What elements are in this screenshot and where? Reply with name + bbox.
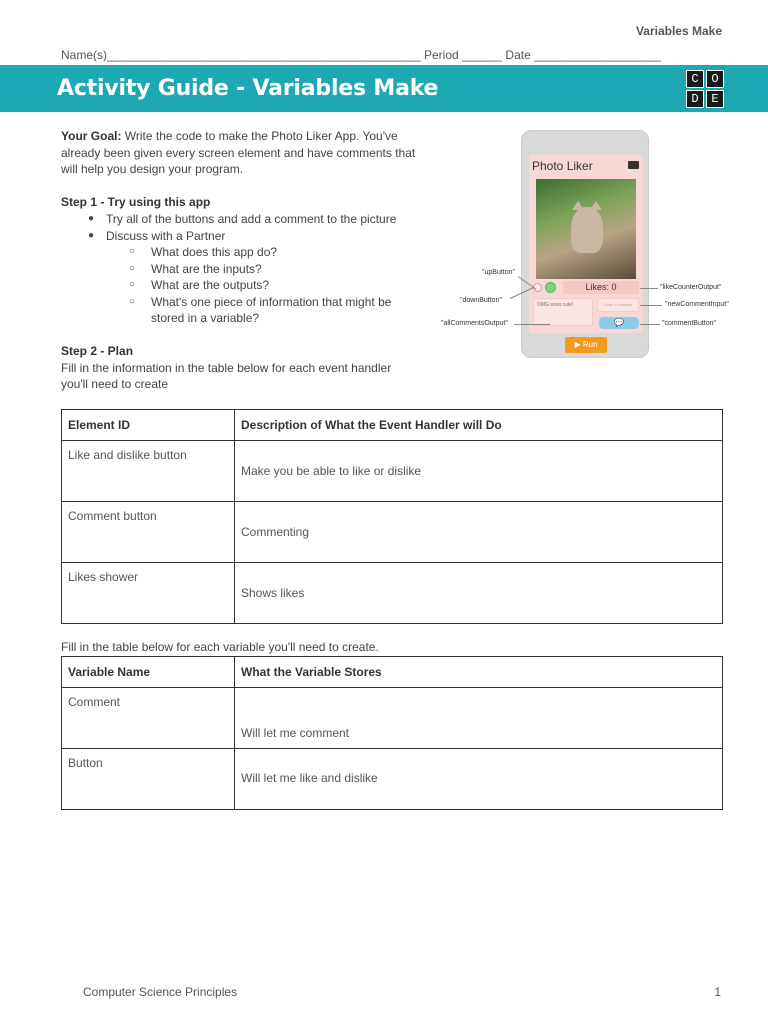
- callout-comment-button: "commentButton": [662, 320, 716, 327]
- all-comments-output: OMG sooo cute!: [533, 298, 593, 326]
- table-row: [62, 441, 723, 502]
- list-item-text: Discuss with a Partner: [106, 228, 226, 243]
- app-title: Photo Liker: [532, 159, 593, 173]
- page-number: 1: [714, 985, 721, 999]
- table-row: [62, 502, 723, 563]
- callout-all-comments-output: "allCommentsOutput": [441, 320, 508, 327]
- app-screen: [529, 155, 643, 333]
- table2-intro: Fill in the table below for each variable you'll need to create.: [61, 640, 379, 654]
- title-banner: [0, 65, 768, 112]
- list-item-text: What does this app do?: [151, 245, 278, 259]
- callout-down-button: "downButton": [460, 297, 502, 304]
- footer-course: Computer Science Principles: [83, 985, 238, 999]
- callout-new-comment-input: "newCommentInput": [665, 301, 729, 308]
- kitten-photo: [536, 179, 636, 279]
- element-id-cell[interactable]: Likes shower: [62, 563, 235, 624]
- sub-list-item: ○ What are the outputs?: [129, 278, 270, 292]
- sub-list-item: ○ What are the inputs?: [129, 261, 262, 276]
- column-header: Element ID: [62, 410, 235, 441]
- list-item-text: What are the inputs?: [151, 261, 262, 276]
- logo-letter: D: [686, 90, 704, 108]
- variable-stores-cell[interactable]: Will let me comment: [235, 688, 723, 749]
- goal-text: Write the code to make the Photo Liker App. You've already been given every screen element and have comments that will help you design your program.: [61, 129, 416, 176]
- comment-button: 💬: [599, 317, 639, 329]
- kitten-shape: [571, 207, 603, 253]
- column-header: What the Variable Stores: [235, 657, 723, 688]
- callout-like-counter-output: "likeCounterOutput": [660, 284, 722, 291]
- list-item-text: What's one piece of information that might be stored in a variable?: [151, 294, 392, 325]
- table-header-row: [62, 657, 723, 688]
- callout-up-button: "upButton": [482, 269, 515, 276]
- table-row: [62, 563, 723, 624]
- logo-letter: O: [706, 70, 724, 88]
- logo-letter: E: [706, 90, 724, 108]
- logo-letter: C: [686, 70, 704, 88]
- description-cell[interactable]: Make you be able to like or dislike: [235, 441, 723, 502]
- variable-name-cell[interactable]: Button: [62, 749, 235, 810]
- sub-list-item: ○ What's one piece of information that might be stored in a variable?: [129, 294, 431, 327]
- goal-label: Your Goal:: [61, 129, 122, 143]
- variable-name-cell[interactable]: Comment: [62, 688, 235, 749]
- goal-paragraph: [61, 128, 421, 178]
- column-header: Variable Name: [62, 657, 235, 688]
- code-logo: [686, 70, 726, 108]
- step2-text: Fill in the information in the table below for each event handler you'll need to create: [61, 361, 392, 391]
- list-item-text: What are the outputs?: [151, 278, 270, 292]
- page-title: Activity Guide - Variables Make: [57, 76, 439, 101]
- list-item-text: Try all of the buttons and add a comment to the picture: [106, 212, 397, 226]
- element-id-cell[interactable]: Like and dislike button: [62, 441, 235, 502]
- variable-stores-cell[interactable]: Will let me like and dislike: [235, 749, 723, 810]
- run-button: ▶ Run: [565, 337, 607, 353]
- step1-heading: Step 1 - Try using this app: [61, 195, 211, 209]
- variables-table: [61, 656, 723, 810]
- element-id-cell[interactable]: Comment button: [62, 502, 235, 563]
- down-button: [545, 282, 556, 293]
- column-header: Description of What the Event Handler will Do: [235, 410, 723, 441]
- step2-heading: Step 2 - Plan: [61, 344, 134, 358]
- camera-icon: [628, 161, 639, 169]
- list-item: ● Discuss with a Partner: [88, 228, 226, 243]
- event-handler-table: [61, 409, 723, 624]
- sub-list-item: ○ What does this app do?: [129, 245, 278, 259]
- like-counter-output: Likes: 0: [563, 281, 639, 294]
- list-item: ● Try all of the buttons and add a comment to the picture: [88, 212, 397, 226]
- table-row: [62, 688, 723, 749]
- step1-list: [61, 211, 431, 327]
- name-period-date-line: Name(s)_______________________________________________ Period ______ Date ___________________: [61, 48, 661, 62]
- description-cell[interactable]: Commenting: [235, 502, 723, 563]
- doc-label: Variables Make: [635, 24, 722, 38]
- table-header-row: [62, 410, 723, 441]
- new-comment-input: Enter Comment: [597, 298, 639, 312]
- description-cell[interactable]: Shows likes: [235, 563, 723, 624]
- table-row: [62, 749, 723, 810]
